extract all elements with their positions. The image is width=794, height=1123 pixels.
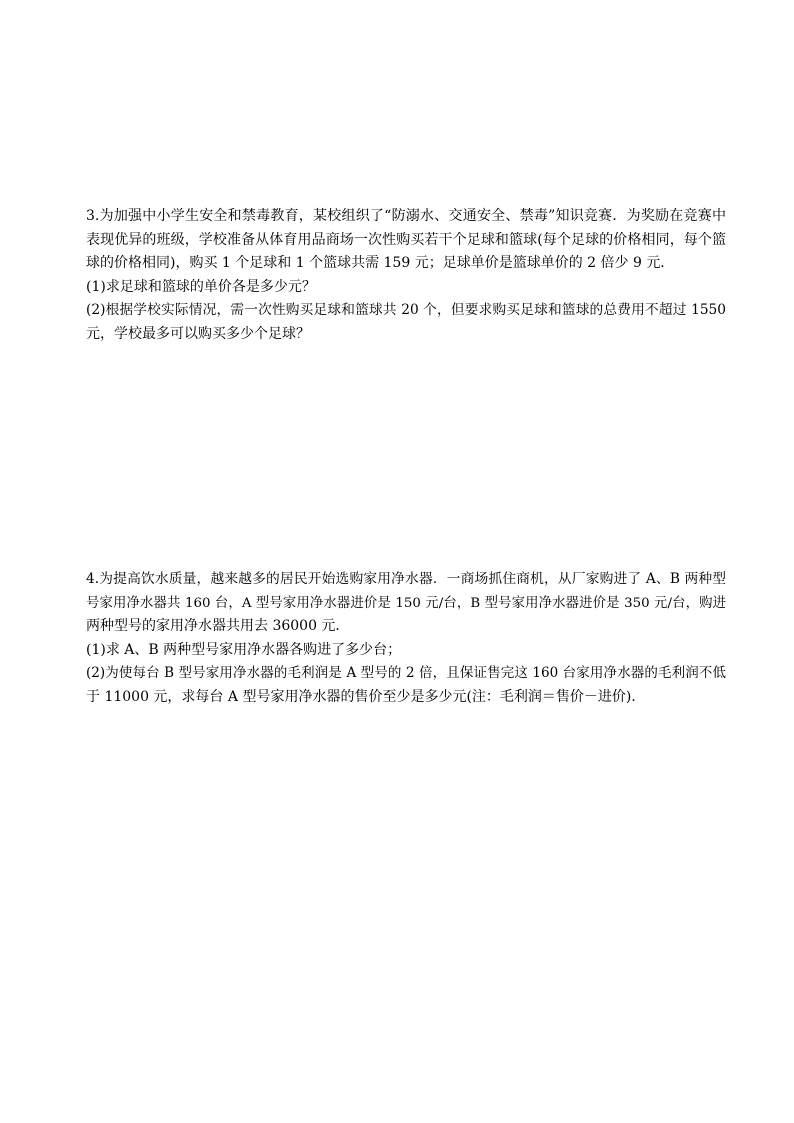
problem-3-question-2: (2)根据学校实际情况，需一次性购买足球和篮球共 20 个，但要求购买足球和篮球的总费用不超过 1550 [86,302,726,318]
problem-3 [86,205,726,346]
problem-4-question-2: (2)为使每台 B 型号家用净水器的毛利润是 A 型号的 2 倍，且保证售完这 160 台家用净水器的毛利润不低 [86,665,726,681]
problem-4-line-3: 两种型号的家用净水器共用去 36000 元． [86,618,350,634]
problem-3-line-2: 表现优异的班级，学校准备从体育用品商场一次性购买若干个足球和篮球(每个足球的价格相同，每个篮 [86,231,726,248]
problem-4-line-1: 4.为提高饮水质量，越来越多的居民开始选购家用净水器．一商场抓住商机，从厂家购进了 A、B 两种型 [86,571,726,587]
problem-4-question-1: (1)求 A、B 两种型号家用净水器各购进了多少台； [86,641,402,658]
problem-3-line-3: 球的价格相同)，购买 1 个足球和 1 个篮球共需 159 元；足球单价是篮球单价的 2 倍少 9 元． [86,255,675,271]
problem-4 [86,568,726,709]
problem-4-line-2: 号家用净水器共 160 台，A 型号家用净水器进价是 150 元/台，B 型号家用净水器进价是 350 元/台，购进 [86,595,726,611]
problem-3-question-1: (1)求足球和篮球的单价各是多少元？ [86,278,316,295]
problem-4-question-2-cont: 于 11000 元，求每台 A 型号家用净水器的售价至少是多少元(注：毛利润＝售价－进价)． [86,688,646,705]
problem-3-line-1: 3.为加强中小学生安全和禁毒教育，某校组织了“防溺水、交通安全、禁毒”知识竞赛．为奖励在竞赛中 [86,208,726,224]
problem-3-question-2-cont: 元，学校最多可以购买多少个足球？ [86,325,310,342]
